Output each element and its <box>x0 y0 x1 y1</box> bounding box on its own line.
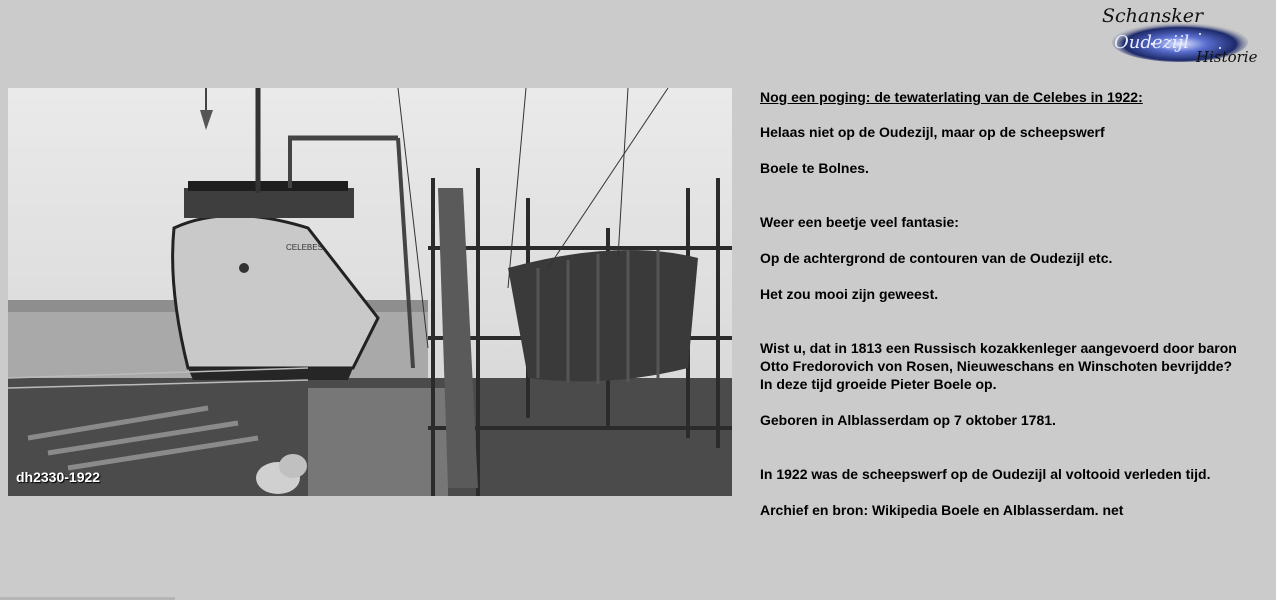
logo-line2: Oudezijl <box>1114 32 1190 53</box>
paragraph-6-line-2: Otto Fredorovich von Rosen, Nieuweschans en Winschoten bevrijdde? <box>760 358 1233 374</box>
logo-line3: Historie <box>1196 48 1258 66</box>
paragraph-4: Op de achtergrond de contouren van de Oudezijl etc. <box>760 250 1113 266</box>
logo-line1: Schansker <box>1102 5 1204 27</box>
paragraph-1: Helaas niet op de Oudezijl, maar op de scheepswerf <box>760 124 1105 140</box>
paragraph-6-line-1: Wist u, dat in 1813 een Russisch kozakkenleger aangevoerd door baron <box>760 340 1237 356</box>
paragraph-9: Archief en bron: Wikipedia Boele en Alblasserdam. net <box>760 502 1124 518</box>
paragraph-3: Weer een beetje veel fantasie: <box>760 214 959 230</box>
paragraph-2: Boele te Bolnes. <box>760 160 869 176</box>
paragraph-5: Het zou mooi zijn geweest. <box>760 286 939 302</box>
site-logo[interactable] <box>1100 4 1270 66</box>
paragraph-8: In 1922 was de scheepswerf op de Oudezijl al voltooid verleden tijd. <box>760 466 1211 482</box>
paragraph-7: Geboren in Alblasserdam op 7 oktober 1781. <box>760 412 1056 428</box>
paragraph-6-line-3: In deze tijd groeide Pieter Boele op. <box>760 376 997 392</box>
shipyard-photo <box>8 88 732 496</box>
historic-photo[interactable] <box>8 88 732 496</box>
photo-caption: dh2330-1922 <box>16 469 101 485</box>
article-heading: Nog een poging: de tewaterlating van de Celebes in 1922: <box>760 89 1143 105</box>
logo-graphic <box>1100 4 1270 66</box>
ship-name-label: CELEBES <box>286 243 323 252</box>
